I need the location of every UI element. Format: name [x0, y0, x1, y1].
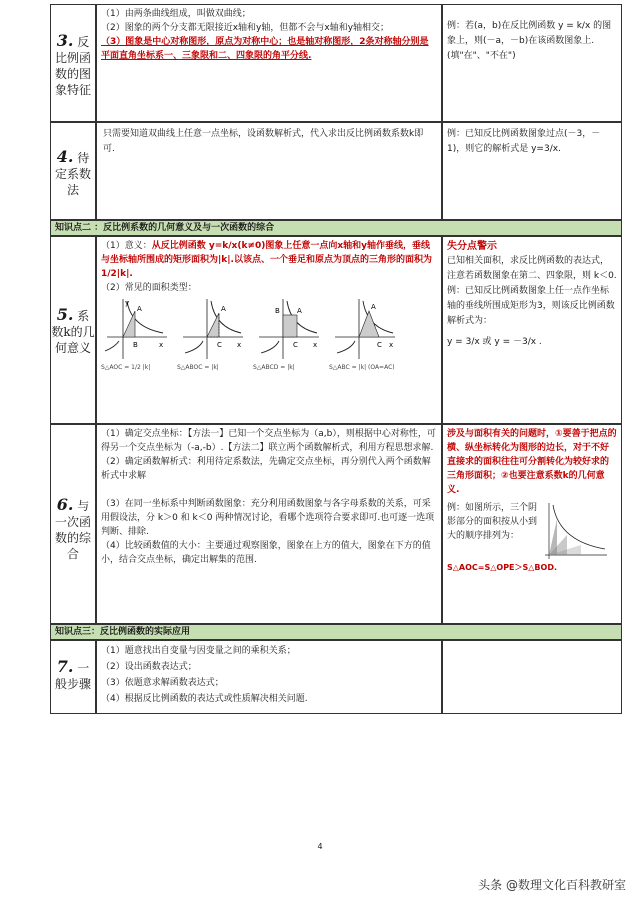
- formula-3: S△ABCD = |k|: [253, 364, 295, 371]
- row3-example: [442, 4, 622, 122]
- row3-title: 反比例函数的图象特征: [54, 35, 91, 97]
- row7-label: [50, 640, 96, 714]
- svg-text:A: A: [297, 307, 302, 315]
- row3-label: [50, 4, 96, 122]
- svg-text:B: B: [275, 307, 280, 315]
- row4-content: [96, 122, 442, 220]
- row7-title: 一般步骤: [54, 661, 91, 691]
- svg-text:A: A: [137, 305, 142, 313]
- formula-1: S△AOC = 1/2 |k|: [101, 364, 151, 371]
- row5-types-label: （2）常见的面积类型：: [101, 283, 197, 293]
- row7-content: [96, 640, 442, 714]
- svg-text:A: A: [221, 305, 226, 313]
- row3-example-text: 例：若(a，b)在反比例函数 y = k/x 的图象上，则(－a，－b)在该函数图象上.(填"在"、"不在"): [447, 21, 612, 61]
- section2-bar: [50, 220, 622, 236]
- row7-step-4: （4）根据反比例函数的表达式或性质解决相关问题.: [101, 694, 308, 704]
- area-formulas: [101, 361, 437, 375]
- row5-tip-text: 已知相关面积，求反比例函数的表达式，注意若函数图象在第二、四象限，则 k＜0.: [447, 256, 617, 281]
- row7-step-3: （3）依题意求解函数表达式；: [101, 678, 224, 688]
- row7-empty-cell: [442, 640, 622, 714]
- row3-number: 3.: [56, 31, 74, 50]
- graph-type-3: [253, 297, 323, 361]
- svg-text:C: C: [217, 341, 222, 349]
- row5-content: [96, 236, 442, 424]
- row6-para-2: （2）确定函数解析式：利用待定系数法，先确定交点坐标，再分别代入两个函数解析式中求解: [101, 457, 431, 481]
- svg-text:C: C: [377, 341, 382, 349]
- row4-title: 待定系数法: [54, 151, 91, 197]
- row5-number: 5.: [56, 305, 74, 324]
- row6-label: [50, 424, 96, 624]
- svg-text:x: x: [313, 341, 318, 349]
- row3-item-1: （1）由两条曲线组成，叫做双曲线；: [101, 9, 251, 19]
- svg-text:A: A: [371, 303, 376, 311]
- graph-type-1: [101, 297, 171, 361]
- row5-tip-example: 例：已知反比例函数图象上任一点作坐标轴的垂线所围成矩形为3，则该反比例函数解析式为：: [447, 286, 615, 326]
- row3-item-3: （3）图象是中心对称图形，原点为对称中心；也是轴对称图形，2条对称轴分别是平面直角坐标系一、三象限和二、四象限的角平分线.: [101, 37, 429, 61]
- row6-tip-text: 涉及与面积有关的问题时，①要善于把点的横、纵坐标转化为图形的边长，对于不好直接求的面积往往可分割转化为较好求的三角形面积；②也要注意系数k的几何意义.: [447, 429, 617, 495]
- graph-type-2: [177, 297, 247, 361]
- formula-4: S△ABC = |k| (OA=AC): [329, 364, 395, 371]
- row6-content: [96, 424, 442, 624]
- row6-para-1: （1）确定交点坐标：【方法一】已知一个交点坐标为（a,b），则根据中心对称性，可得另一个交点坐标为（-a,-b）.【方法二】联立两个函数解析式，利用方程思想求解.: [101, 429, 436, 453]
- row4-example: [442, 122, 622, 220]
- row7-step-2: （2）设出函数表达式；: [101, 662, 197, 672]
- formula-2: S△ABOC = |k|: [177, 364, 219, 371]
- row6-number: 6.: [56, 495, 74, 514]
- row5-meaning-prefix: （1）意义：: [101, 241, 152, 251]
- row5-tip: [442, 236, 622, 424]
- section3-title: 知识点三：反比例函数的实际应用: [55, 627, 191, 637]
- row4-example-text: 例：已知反比例函数图象过点(－3，－1)，则它的解析式是 y=3/x.: [447, 129, 601, 154]
- row5-tip-title: 失分点警示: [447, 241, 497, 252]
- row5-label: [50, 236, 96, 424]
- shaded-areas-figure: [541, 501, 609, 561]
- row5-meaning: [101, 239, 437, 281]
- row7-number: 7.: [56, 657, 74, 676]
- section3-bar: [50, 624, 622, 640]
- row6-title: 与一次函数的综合: [54, 499, 91, 561]
- row4-label: [50, 122, 96, 220]
- row5-meaning-text: 从反比例函数 y=k/x(k≠0)图象上任意一点向x轴和y轴作垂线，垂线与坐标轴所围成的矩形面积为|k|.以该点、一个垂足和原点为顶点的三角形的面积为1/2|k|.: [101, 241, 432, 279]
- row6-tip: [442, 424, 622, 624]
- svg-text:y: y: [125, 299, 130, 307]
- row3-item-2: （2）图象的两个分支都无限接近x轴和y轴，但都不会与x轴和y轴相交；: [101, 23, 390, 33]
- row4-text: 只需要知道双曲线上任意一点坐标，设函数解析式，代入求出反比例函数系数k即可.: [103, 129, 424, 154]
- svg-text:x: x: [237, 341, 242, 349]
- area-type-graphs: [101, 297, 437, 361]
- svg-text:x: x: [159, 341, 164, 349]
- page-number: 4: [317, 842, 323, 851]
- row6-para-3: （3）在同一坐标系中判断函数图象：充分利用函数图象与各字母系数的关系，可采用假设法，分 k＞0 和 k＜0 两种情况讨论，看哪个选项符合要求即可.也可逐一选项判断、排除.: [101, 499, 435, 537]
- row6-tip-answer: S△AOC=S△OPE＞S△BOD.: [447, 563, 558, 572]
- graph-type-4: [329, 297, 399, 361]
- row5-title: 系数k的几何意义: [51, 309, 95, 355]
- svg-text:C: C: [293, 341, 298, 349]
- svg-text:B: B: [133, 341, 138, 349]
- source-credit: 头条 @数理文化百科教研室: [478, 878, 626, 892]
- section2-title: 知识点二 ：反比例系数的几何意义及与一次函数的综合: [55, 223, 275, 233]
- svg-text:x: x: [389, 341, 394, 349]
- row5-tip-answer: y = 3/x 或 y = －3/x .: [447, 337, 542, 347]
- row4-number: 4.: [56, 147, 74, 166]
- row7-step-1: （1）题意找出自变量与因变量之间的乘积关系；: [101, 646, 296, 656]
- row6-para-4: （4）比较函数值的大小：主要通过观察图象，图象在上方的值大，图象在下方的值小，结合交点坐标，确定出解集的范围.: [101, 541, 431, 565]
- row6-tip-example: 例：如图所示，三个阴影部分的面积按从小到大的顺序排列为：: [447, 503, 538, 541]
- row3-content: [96, 4, 442, 122]
